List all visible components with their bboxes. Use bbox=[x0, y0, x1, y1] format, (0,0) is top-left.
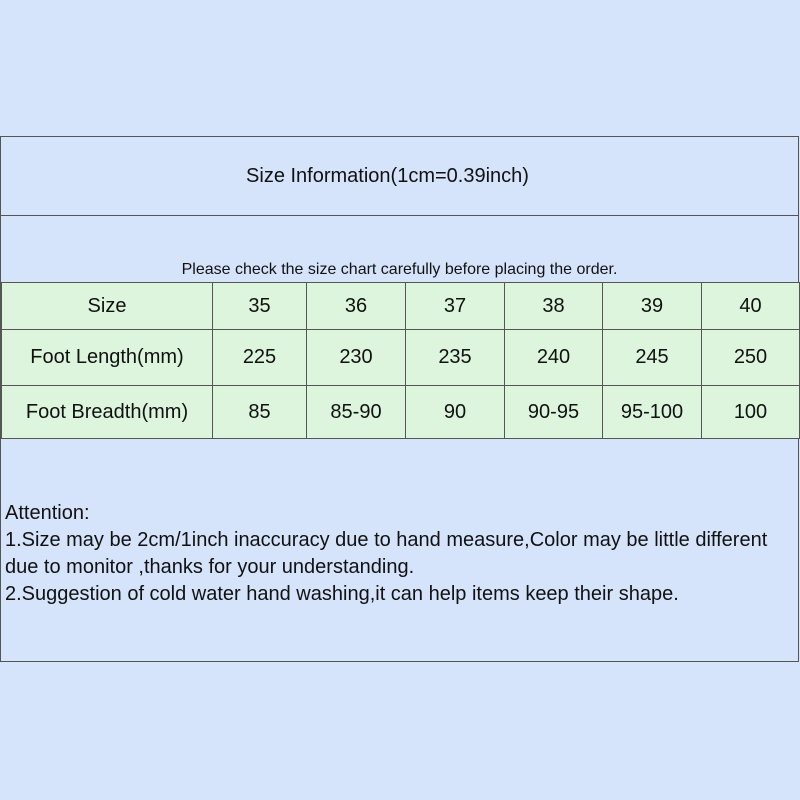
size-table bbox=[1, 282, 800, 439]
table-cell: 85 bbox=[213, 386, 307, 439]
page-title: Size Information(1cm=0.39inch) bbox=[246, 164, 529, 187]
table-cell: 245 bbox=[603, 330, 702, 386]
table-row-size bbox=[2, 283, 800, 330]
table-cell: 40 bbox=[702, 283, 800, 330]
table-cell: 37 bbox=[406, 283, 505, 330]
order-note: Please check the size chart carefully before placing the order. bbox=[181, 261, 618, 278]
table-cell: 39 bbox=[603, 283, 702, 330]
table-cell: 100 bbox=[702, 386, 800, 439]
row-label: Foot Length(mm) bbox=[2, 330, 213, 386]
table-cell: 240 bbox=[505, 330, 603, 386]
attention-section bbox=[5, 500, 785, 608]
table-cell: 38 bbox=[505, 283, 603, 330]
table-cell: 230 bbox=[307, 330, 406, 386]
row-label: Foot Breadth(mm) bbox=[2, 386, 213, 439]
table-cell: 35 bbox=[213, 283, 307, 330]
title-row bbox=[1, 137, 798, 216]
table-cell: 225 bbox=[213, 330, 307, 386]
attention-heading: Attention: bbox=[5, 502, 90, 524]
table-row-foot-length bbox=[2, 330, 800, 386]
table-cell: 95-100 bbox=[603, 386, 702, 439]
size-info-panel bbox=[0, 136, 799, 662]
attention-line-2: 2.Suggestion of cold water hand washing,it can help items keep their shape. bbox=[5, 583, 679, 605]
table-cell: 235 bbox=[406, 330, 505, 386]
table-cell: 85-90 bbox=[307, 386, 406, 439]
table-row-foot-breadth bbox=[2, 386, 800, 439]
table-cell: 90 bbox=[406, 386, 505, 439]
attention-line-1: 1.Size may be 2cm/1inch inaccuracy due to hand measure,Color may be little different due to monitor ,thanks for your understanding. bbox=[5, 529, 773, 578]
table-cell: 90-95 bbox=[505, 386, 603, 439]
table-cell: 250 bbox=[702, 330, 800, 386]
row-label: Size bbox=[2, 283, 213, 330]
table-cell: 36 bbox=[307, 283, 406, 330]
